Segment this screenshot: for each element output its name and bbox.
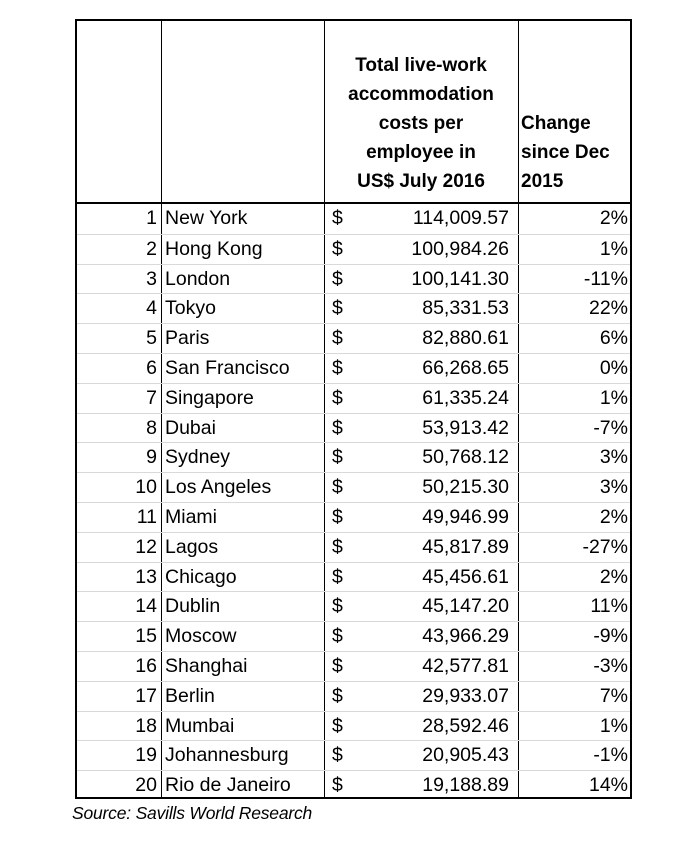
table-row xyxy=(77,353,630,383)
header-change: Change since Dec 2015 xyxy=(521,113,610,192)
rank-cell: 7 xyxy=(146,386,157,409)
table-row xyxy=(77,472,630,502)
table-row xyxy=(77,651,630,681)
change-cell: -11% xyxy=(583,267,628,290)
change-cell: 11% xyxy=(590,595,628,618)
rank-cell: 20 xyxy=(135,774,157,797)
city-cell: Miami xyxy=(165,505,217,528)
currency-cell: $ xyxy=(332,267,343,290)
cost-cell: 45,817.89 xyxy=(422,535,509,558)
cost-cell: 42,577.81 xyxy=(422,654,509,677)
table-row xyxy=(77,234,630,264)
cost-table xyxy=(75,19,632,799)
cost-cell: 45,147.20 xyxy=(422,595,509,618)
cost-cell: 20,905.43 xyxy=(422,744,509,767)
currency-cell: $ xyxy=(332,476,343,499)
currency-cell: $ xyxy=(332,386,343,409)
change-cell: 6% xyxy=(599,327,628,350)
table-row xyxy=(77,293,630,323)
rank-cell: 1 xyxy=(146,207,157,229)
rank-cell: 3 xyxy=(146,267,157,290)
currency-cell: $ xyxy=(332,625,343,648)
table-row xyxy=(77,264,630,294)
change-cell: 0% xyxy=(599,356,628,379)
cost-cell: 114,009.57 xyxy=(412,207,509,229)
source-note: Source: Savills World Research xyxy=(72,803,313,823)
city-cell: Hong Kong xyxy=(165,237,263,260)
cost-cell: 100,984.26 xyxy=(411,237,509,260)
rank-cell: 14 xyxy=(135,595,157,618)
table-row xyxy=(77,562,630,592)
cost-cell: 85,331.53 xyxy=(422,297,509,320)
city-cell: London xyxy=(165,267,231,290)
cost-cell: 29,933.07 xyxy=(422,684,509,707)
city-cell: Berlin xyxy=(165,684,215,707)
change-cell: 2% xyxy=(599,505,628,528)
rank-cell: 16 xyxy=(135,654,157,677)
table-row xyxy=(77,532,630,562)
currency-cell: $ xyxy=(332,684,343,707)
table-row xyxy=(77,502,630,532)
currency-cell: $ xyxy=(332,416,343,439)
currency-cell: $ xyxy=(332,774,343,797)
change-cell: 1% xyxy=(599,237,628,260)
change-cell: -3% xyxy=(593,654,628,677)
city-cell: San Francisco xyxy=(165,356,290,379)
city-cell: Los Angeles xyxy=(165,476,272,499)
city-cell: Lagos xyxy=(165,535,219,558)
city-cell: Rio de Janeiro xyxy=(165,774,291,797)
cost-cell: 66,268.65 xyxy=(422,356,509,379)
change-cell: 2% xyxy=(599,207,628,229)
table-row xyxy=(77,413,630,443)
rank-cell: 13 xyxy=(135,565,157,588)
rank-cell: 15 xyxy=(135,625,157,648)
rank-cell: 4 xyxy=(146,297,157,320)
currency-cell: $ xyxy=(332,565,343,588)
cost-cell: 49,946.99 xyxy=(422,505,509,528)
change-cell: 7% xyxy=(599,684,628,707)
cost-cell: 45,456.61 xyxy=(422,565,509,588)
currency-cell: $ xyxy=(332,327,343,350)
change-cell: -27% xyxy=(582,535,628,558)
rank-cell: 12 xyxy=(135,535,157,558)
header-cost: Total live-work accommodation costs per employee in US$ July 2016 xyxy=(348,55,494,192)
currency-cell: $ xyxy=(332,744,343,767)
currency-cell: $ xyxy=(332,714,343,737)
change-cell: 22% xyxy=(588,297,628,320)
city-cell: Tokyo xyxy=(165,297,216,320)
rank-cell: 6 xyxy=(146,356,157,379)
city-cell: Johannesburg xyxy=(165,744,289,767)
table-row xyxy=(77,204,630,234)
table-row xyxy=(77,442,630,472)
rank-cell: 19 xyxy=(135,744,157,767)
city-cell: Shanghai xyxy=(165,654,248,677)
cost-cell: 28,592.46 xyxy=(422,714,509,737)
cost-cell: 50,768.12 xyxy=(422,446,509,469)
cost-cell: 19,188.89 xyxy=(422,774,509,797)
city-cell: Chicago xyxy=(165,565,237,588)
currency-cell: $ xyxy=(332,446,343,469)
city-cell: Sydney xyxy=(165,446,231,469)
table-row xyxy=(77,740,630,770)
rank-cell: 9 xyxy=(146,446,157,469)
change-cell: 1% xyxy=(599,386,628,409)
city-cell: Singapore xyxy=(165,386,254,409)
change-cell: 14% xyxy=(588,774,628,797)
currency-cell: $ xyxy=(332,237,343,260)
rank-cell: 8 xyxy=(146,416,157,439)
cost-cell: 82,880.61 xyxy=(422,327,509,350)
table-row xyxy=(77,323,630,353)
table-row xyxy=(77,770,630,800)
currency-cell: $ xyxy=(332,654,343,677)
cost-cell: 100,141.30 xyxy=(411,267,509,290)
rank-cell: 2 xyxy=(146,237,157,260)
table-body xyxy=(77,204,630,800)
change-cell: 3% xyxy=(599,476,628,499)
city-cell: Mumbai xyxy=(165,714,235,737)
rank-cell: 5 xyxy=(146,327,157,350)
table-row xyxy=(77,711,630,741)
cost-cell: 50,215.30 xyxy=(422,476,509,499)
table-row xyxy=(77,621,630,651)
table-row xyxy=(77,681,630,711)
change-cell: 2% xyxy=(599,565,628,588)
currency-cell: $ xyxy=(332,505,343,528)
city-cell: Dublin xyxy=(165,595,221,618)
city-cell: Moscow xyxy=(165,625,237,648)
city-cell: New York xyxy=(165,207,248,229)
cost-cell: 43,966.29 xyxy=(422,625,509,648)
table-header xyxy=(77,21,630,204)
currency-cell: $ xyxy=(332,595,343,618)
cost-cell: 53,913.42 xyxy=(422,416,509,439)
rank-cell: 17 xyxy=(135,684,157,707)
change-cell: 1% xyxy=(599,714,628,737)
currency-cell: $ xyxy=(332,535,343,558)
currency-cell: $ xyxy=(332,207,343,229)
change-cell: -9% xyxy=(593,625,628,648)
cost-cell: 61,335.24 xyxy=(422,386,509,409)
change-cell: -7% xyxy=(593,416,628,439)
table-row xyxy=(77,591,630,621)
currency-cell: $ xyxy=(332,297,343,320)
rank-cell: 18 xyxy=(135,714,157,737)
table-row xyxy=(77,383,630,413)
change-cell: 3% xyxy=(599,446,628,469)
rank-cell: 11 xyxy=(136,505,157,528)
rank-cell: 10 xyxy=(135,476,157,499)
change-cell: -1% xyxy=(593,744,628,767)
currency-cell: $ xyxy=(332,356,343,379)
city-cell: Paris xyxy=(165,327,210,350)
city-cell: Dubai xyxy=(165,416,216,439)
